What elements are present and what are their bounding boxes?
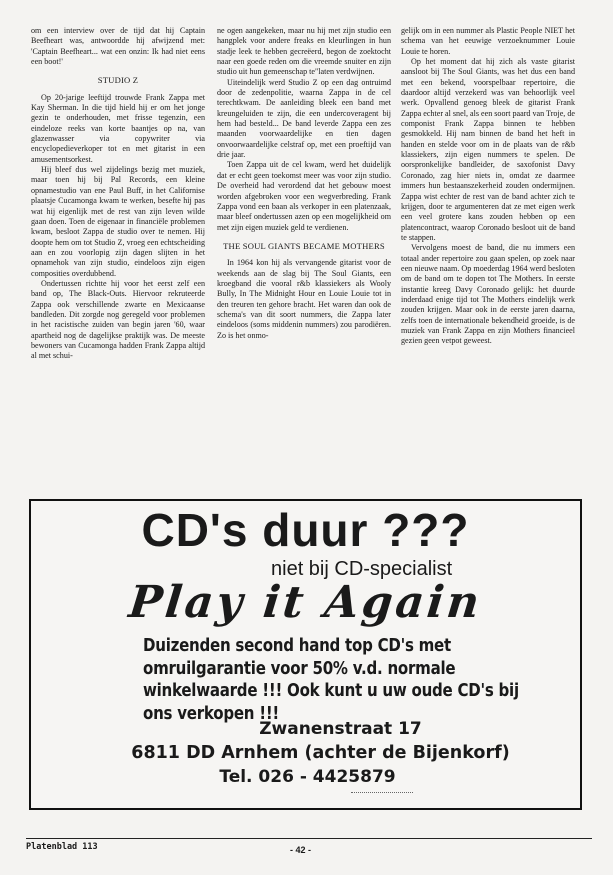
- section-heading: STUDIO Z: [97, 75, 139, 86]
- article-column-2: [217, 26, 391, 341]
- page-number: - 42 -: [290, 845, 312, 855]
- article-paragraph: In 1964 kon hij als vervangende gitarist voor de weekends aan de slag bij The Soul Giants, een kroegband die vooral r&b klassiekers als Wooly Bully, In The Midnight Hour en Louie Louie tot in den treuren ten gehore bracht. Het waren dan ook de schema's van dit soort nummers, die Zappa later eindeloos (soms middenin nummers) zou parodiëren. Zo is het onmo-: [217, 258, 391, 340]
- section-heading: THE SOUL GIANTS BECAME MOTHERS: [223, 240, 385, 251]
- article-column-3: [401, 26, 575, 347]
- article-paragraph: om een interview over de tijd dat hij Captain Beefheart was, antwoordde hij afwijzend met: 'Captain Beefheart... wat een onzin: Ik had niet eens een boot!': [31, 26, 205, 67]
- article-paragraph: Hij bleef dus wel zijdelings bezig met muziek, maar toen hij bij Pal Records, een kleine opnamestudio van ene Paul Buff, in het Californise plaatsje Cucamonga kwam te werken, besefte hij pas wat hij eigenlijk met de rest van zijn leven wilde gaan doen. Toen de eigenaar in financiële problemen kwam, besloot Zappa de studio over te nemen. Hij doopte hem om tot Studio Z, vroeg een echtscheiding aan en zou voorlopig zijn dagen slijten in het opnamehok van zijn studio, eindeloos zijn eigen composities overdubbend.: [31, 165, 205, 278]
- article-paragraph: Op 20-jarige leeftijd trouwde Frank Zappa met Kay Sherman. In die tijd hield hij er om het jonge gezin te onderhouden, met frisse tegenzin, een eindeloze reeks van korte baantjes op na, van glazenwasser via copywriter via encyclopedieverkoper tot en met gitarist in een amusementsorkest.: [31, 92, 205, 164]
- article-paragraph: Toen Zappa uit de cel kwam, werd het duidelijk dat er echt geen toekomst meer was voor zijn studio. De overheid had verordend dat het gebouw moest worden afgebroken voor een wegverbreding. Frank Zappa vond een baan als verkoper in een platenzaak, maar bleef ondertussen azen op een mogelijkheid om met zijn eigen muziek geld te verdienen.: [217, 160, 391, 232]
- advertisement-box: [29, 499, 582, 810]
- article-paragraph: Uiteindelijk werd Studio Z op een dag ontruimd door de zedenpolitie, waarna Zappa in de cel terechtkwam. De aanleiding bleek een band met kreungeluiden te zijn, die een undercoveragent bij hem had besteld... De band leverde Zappa een zes maanden voorwaardelijke en tien dagen onvoorwaardelijke celstraf op, met een proeftijd van drie jaar.: [217, 77, 391, 160]
- article-paragraph: ne ogen aangekeken, maar nu hij met zijn studio een hangplek voor andere freaks en kleurlingen in hun stadje leek te hebben gecreëerd, begon de zoektocht naar een goede reden om die vreemde snuiter en zijn studio uit hun gemeenschap te"laten verdwijnen.: [217, 26, 391, 77]
- publication-name: Platenblad 113: [26, 842, 98, 852]
- ad-body-text: Duizenden second hand top CD's met omruilgarantie voor 50% v.d. normale winkelwaarde !!! Ook kunt u uw oude CD's bij ons verkopen !!!: [143, 636, 519, 724]
- ad-subline: niet bij CD-specialist: [271, 558, 453, 580]
- ad-brand-logo: Play it Again: [126, 577, 485, 628]
- ad-phone: Tel. 026 - 4425879: [219, 767, 396, 787]
- ad-divider: [351, 792, 413, 793]
- article-paragraph: Ondertussen richtte hij voor het eerst zelf een band op, The Black-Outs. Hiervoor rekruteerde Zappa ook verschillende zwarte en Mexicaanse bandleden. Dit zorgde nog geregeld voor problemen in het racistische zuiden van begin jaren '60, waar apartheid nog de dagelijkse praktijk was. De meeste bewoners van Cucamonga hadden Frank Zappa altijd al met schui-: [31, 278, 205, 361]
- article-paragraph: Op het moment dat hij zich als vaste gitarist aansloot bij The Soul Giants, was het dus een band met een bekend, voorspelbaar repertoire, die daardoor altijd verzekerd was van behoorlijk veel werk. Opvallend genoeg bleek de gitarist Frank Zappa echter al snel, als een soort paard van Troje, de componist Frank Zappa binnen te hebben gesmokkeld. Hij nam binnen de band het heft in handen en stelde voor om in de plaats van de r&b klassiekers, zijn eigen nummers te spelen. De oorspronkelijke bandleider, de saxofonist Davy Coronado, zag hier niets in, omdat ze daarmee immers hun bestaanszekerheid zouden ondermijnen. Zappa wist echter de rest van de band achter zich te krijgen, door te argumenteren dat ze met eigen werk een veel grotere kans zouden hebben op een platencontract, waarop Coronado besloot uit de band te stappen.: [401, 57, 575, 242]
- article-paragraph: gelijk om in een nummer als Plastic People NIET het schema van het eeuwige verzoeknummer Louie Louie te horen.: [401, 26, 575, 56]
- ad-address-street: Zwanenstraat 17: [259, 719, 422, 739]
- ad-address-city: 6811 DD Arnhem (achter de Bijenkorf): [131, 743, 510, 763]
- footer-rule: [26, 838, 592, 839]
- article-paragraph: Vervolgens moest de band, die nu immers een totaal ander repertoire zou gaan spelen, op zoek naar een nieuwe naam. Op moederdag 1964 werd besloten om de band om te dopen tot The Mothers. In eerste instantie kreeg Davy Coronado gelijk: het duurde inderdaad enige tijd tot The Mothers eindelijk werk zouden krijgen. Maar ook in de eerste jaren daarna, zelfs toen de internationale bekendheid groeide, is de muziek van Frank Zappa en zijn Mothers financieel gezien geen vetpot geweest.: [401, 243, 575, 346]
- ad-headline: CD's duur ???: [141, 504, 470, 556]
- article-column-1: [31, 26, 205, 362]
